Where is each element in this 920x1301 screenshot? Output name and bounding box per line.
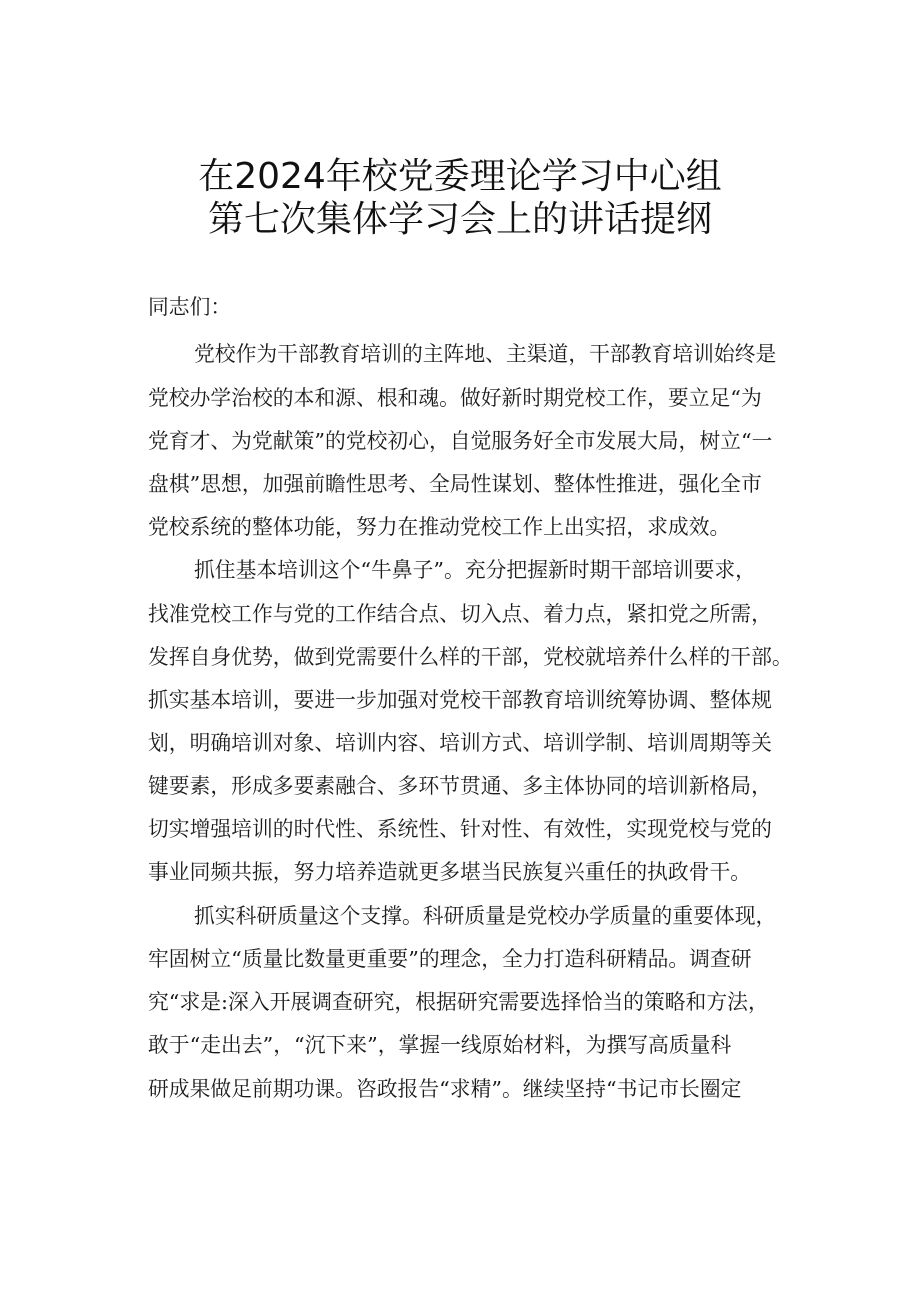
paragraph-line: 牢固树立“质量比数量更重要”的理念，全力打造科研精品。调查研 — [148, 947, 752, 971]
paragraph-line: 发挥自身优势，做到党需要什么样的干部，党校就培养什么样的干部。 — [148, 645, 793, 669]
paragraph-line: 盘棋”思想，加强前瞻性思考、全局性谋划、整体性推进，强化全市 — [148, 472, 762, 496]
paragraph-line: 划，明确培训对象、培训内容、培训方式、培训学制、培训周期等关 — [148, 731, 772, 755]
paragraph-line: 党育才、为党献策”的党校初心，自觉服务好全市发展大局，树立“一 — [148, 429, 773, 453]
paragraph-line: 党校系统的整体功能，努力在推动党校工作上出实招，求成效。 — [148, 515, 731, 539]
paragraph-line: 抓实基本培训，要进一步加强对党校干部教育培训统筹协调、整体规 — [148, 688, 772, 712]
paragraph-line: 究“求是:深入开展调查研究，根据研究需要选择恰当的策略和方法， — [148, 990, 769, 1014]
paragraph-line: 找准党校工作与党的工作结合点、切入点、着力点，紧扣党之所需， — [148, 602, 772, 626]
document-title-line-2: 第七次集体学习会上的讲话提纲 — [207, 199, 712, 240]
paragraph-line: 党校办学治校的本和源、根和魂。做好新时期党校工作，要立足“为 — [148, 386, 762, 410]
salutation: 同志们： — [148, 295, 232, 319]
paragraph-line: 抓住基本培训这个“牛鼻子”。充分把握新时期干部培训要求， — [194, 558, 756, 582]
paragraph-line: 抓实科研质量这个支撑。科研质量是党校办学质量的重要体现， — [194, 904, 777, 928]
paragraph-line: 键要素，形成多要素融合、多环节贯通、多主体协同的培训新格局， — [148, 774, 772, 798]
paragraph-line: 研成果做足前期功课。咨政报告“求精”。继续坚持“书记市长圈定 — [148, 1077, 742, 1101]
paragraph-line: 敢于“走出去”，“沉下来”，掌握一线原始材料，为撰写高质量科 — [148, 1033, 732, 1057]
paragraph-line: 事业同频共振，努力培养造就更多堪当民族复兴重任的执政骨干。 — [148, 860, 752, 884]
document-title-line-1: 在2024年校党委理论学习中心组 — [198, 156, 722, 197]
paragraph-line: 党校作为干部教育培训的主阵地、主渠道，干部教育培训始终是 — [194, 342, 777, 366]
paragraph-line: 切实增强培训的时代性、系统性、针对性、有效性，实现党校与党的 — [148, 817, 772, 841]
